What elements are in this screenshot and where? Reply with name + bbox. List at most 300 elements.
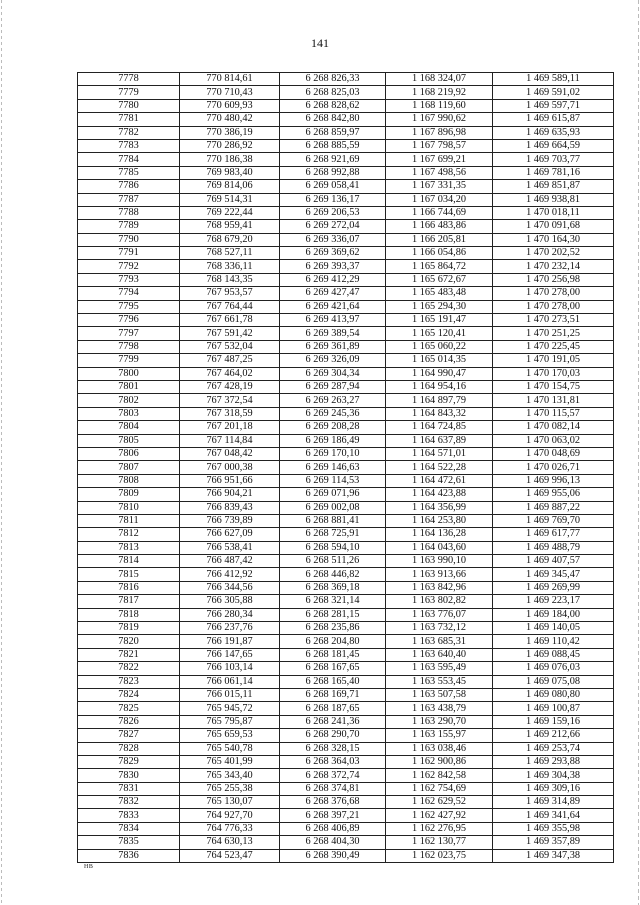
- table-row: [78, 273, 614, 286]
- y2-coordinate-cell: 1 469 253,74: [493, 742, 614, 755]
- x-coordinate-cell: 765 795,87: [180, 715, 280, 728]
- x-coordinate-cell: 770 609,93: [180, 99, 280, 112]
- y-coordinate-cell: 6 268 992,88: [280, 166, 386, 179]
- y-coordinate-cell: 6 268 881,41: [280, 514, 386, 527]
- y2-coordinate-cell: 1 470 154,75: [493, 380, 614, 393]
- x-coordinate-cell: 768 527,11: [180, 247, 280, 260]
- table-row: [78, 354, 614, 367]
- x-coordinate-cell: 764 927,70: [180, 809, 280, 822]
- x2-coordinate-cell: 1 165 120,41: [386, 327, 493, 340]
- x-coordinate-cell: 766 305,88: [180, 595, 280, 608]
- y-coordinate-cell: 6 268 511,26: [280, 555, 386, 568]
- x-coordinate-cell: 767 591,42: [180, 327, 280, 340]
- y-coordinate-cell: 6 268 281,15: [280, 608, 386, 621]
- coordinates-table-body: [78, 73, 614, 863]
- x-coordinate-cell: 766 951,66: [180, 474, 280, 487]
- y-coordinate-cell: 6 269 071,96: [280, 488, 386, 501]
- table-row: [78, 166, 614, 179]
- y-coordinate-cell: 6 268 404,30: [280, 836, 386, 849]
- table-row: [78, 340, 614, 353]
- x2-coordinate-cell: 1 167 699,21: [386, 153, 493, 166]
- y2-coordinate-cell: 1 469 407,57: [493, 555, 614, 568]
- point-number-cell: 7797: [78, 327, 180, 340]
- x2-coordinate-cell: 1 165 483,48: [386, 287, 493, 300]
- x2-coordinate-cell: 1 163 155,97: [386, 729, 493, 742]
- y-coordinate-cell: 6 268 165,40: [280, 675, 386, 688]
- y-coordinate-cell: 6 268 825,03: [280, 86, 386, 99]
- x-coordinate-cell: 764 630,13: [180, 836, 280, 849]
- point-number-cell: 7802: [78, 394, 180, 407]
- y2-coordinate-cell: 1 469 703,77: [493, 153, 614, 166]
- table-row: [78, 755, 614, 768]
- point-number-cell: 7817: [78, 595, 180, 608]
- y-coordinate-cell: 6 269 170,10: [280, 447, 386, 460]
- point-number-cell: 7808: [78, 474, 180, 487]
- x2-coordinate-cell: 1 164 724,85: [386, 421, 493, 434]
- y2-coordinate-cell: 1 469 597,71: [493, 99, 614, 112]
- point-number-cell: 7783: [78, 139, 180, 152]
- table-row: [78, 461, 614, 474]
- x2-coordinate-cell: 1 163 438,79: [386, 702, 493, 715]
- y-coordinate-cell: 6 269 263,27: [280, 394, 386, 407]
- y2-coordinate-cell: 1 469 488,79: [493, 541, 614, 554]
- x2-coordinate-cell: 1 166 744,69: [386, 206, 493, 219]
- x-coordinate-cell: 766 015,11: [180, 688, 280, 701]
- table-row: [78, 528, 614, 541]
- y-coordinate-cell: 6 269 136,17: [280, 193, 386, 206]
- x-coordinate-cell: 766 627,09: [180, 528, 280, 541]
- point-number-cell: 7825: [78, 702, 180, 715]
- y2-coordinate-cell: 1 469 080,80: [493, 688, 614, 701]
- y2-coordinate-cell: 1 469 088,45: [493, 648, 614, 661]
- point-number-cell: 7801: [78, 380, 180, 393]
- x-coordinate-cell: 765 945,72: [180, 702, 280, 715]
- table-row: [78, 555, 614, 568]
- y-coordinate-cell: 6 269 146,63: [280, 461, 386, 474]
- table-row: [78, 407, 614, 420]
- x-coordinate-cell: 767 661,78: [180, 314, 280, 327]
- y2-coordinate-cell: 1 469 355,98: [493, 822, 614, 835]
- x2-coordinate-cell: 1 163 507,58: [386, 688, 493, 701]
- y-coordinate-cell: 6 269 186,49: [280, 434, 386, 447]
- point-number-cell: 7816: [78, 581, 180, 594]
- coordinates-table: [77, 72, 614, 863]
- x2-coordinate-cell: 1 164 990,47: [386, 367, 493, 380]
- point-number-cell: 7813: [78, 541, 180, 554]
- y-coordinate-cell: 6 268 446,82: [280, 568, 386, 581]
- y2-coordinate-cell: 1 469 635,93: [493, 126, 614, 139]
- y2-coordinate-cell: 1 470 115,57: [493, 407, 614, 420]
- y-coordinate-cell: 6 268 235,86: [280, 622, 386, 635]
- x2-coordinate-cell: 1 166 483,86: [386, 220, 493, 233]
- y-coordinate-cell: 6 269 421,64: [280, 300, 386, 313]
- x-coordinate-cell: 767 048,42: [180, 447, 280, 460]
- x-coordinate-cell: 767 428,19: [180, 380, 280, 393]
- x2-coordinate-cell: 1 168 219,92: [386, 86, 493, 99]
- y-coordinate-cell: 6 269 393,37: [280, 260, 386, 273]
- point-number-cell: 7809: [78, 488, 180, 501]
- table-row: [78, 300, 614, 313]
- table-row: [78, 622, 614, 635]
- table-row: [78, 488, 614, 501]
- x-coordinate-cell: 767 764,44: [180, 300, 280, 313]
- y-coordinate-cell: 6 268 204,80: [280, 635, 386, 648]
- y-coordinate-cell: 6 268 376,68: [280, 796, 386, 809]
- point-number-cell: 7785: [78, 166, 180, 179]
- table-row: [78, 220, 614, 233]
- y-coordinate-cell: 6 269 002,08: [280, 501, 386, 514]
- table-row: [78, 474, 614, 487]
- table-row: [78, 434, 614, 447]
- point-number-cell: 7815: [78, 568, 180, 581]
- x2-coordinate-cell: 1 166 205,81: [386, 233, 493, 246]
- x2-coordinate-cell: 1 162 130,77: [386, 836, 493, 849]
- x-coordinate-cell: 770 286,92: [180, 139, 280, 152]
- table-row: [78, 86, 614, 99]
- point-number-cell: 7812: [78, 528, 180, 541]
- y2-coordinate-cell: 1 469 100,87: [493, 702, 614, 715]
- y2-coordinate-cell: 1 469 617,77: [493, 528, 614, 541]
- table-row: [78, 367, 614, 380]
- table-row: [78, 421, 614, 434]
- point-number-cell: 7805: [78, 434, 180, 447]
- table-row: [78, 729, 614, 742]
- y-coordinate-cell: 6 269 058,41: [280, 180, 386, 193]
- point-number-cell: 7799: [78, 354, 180, 367]
- table-row: [78, 206, 614, 219]
- page-left-edge: [1, 0, 2, 905]
- point-number-cell: 7821: [78, 648, 180, 661]
- y2-coordinate-cell: 1 469 184,00: [493, 608, 614, 621]
- point-number-cell: 7790: [78, 233, 180, 246]
- table-row: [78, 153, 614, 166]
- y-coordinate-cell: 6 268 372,74: [280, 769, 386, 782]
- y2-coordinate-cell: 1 470 018,11: [493, 206, 614, 219]
- y-coordinate-cell: 6 268 290,70: [280, 729, 386, 742]
- point-number-cell: 7792: [78, 260, 180, 273]
- y2-coordinate-cell: 1 470 026,71: [493, 461, 614, 474]
- y-coordinate-cell: 6 269 413,97: [280, 314, 386, 327]
- table-row: [78, 541, 614, 554]
- y2-coordinate-cell: 1 470 278,00: [493, 300, 614, 313]
- x2-coordinate-cell: 1 165 014,35: [386, 354, 493, 367]
- x-coordinate-cell: 766 904,21: [180, 488, 280, 501]
- point-number-cell: 7831: [78, 782, 180, 795]
- point-number-cell: 7794: [78, 287, 180, 300]
- table-row: [78, 702, 614, 715]
- x-coordinate-cell: 769 983,40: [180, 166, 280, 179]
- y-coordinate-cell: 6 268 842,80: [280, 113, 386, 126]
- y2-coordinate-cell: 1 470 225,45: [493, 340, 614, 353]
- x2-coordinate-cell: 1 164 472,61: [386, 474, 493, 487]
- point-number-cell: 7823: [78, 675, 180, 688]
- x-coordinate-cell: 765 540,78: [180, 742, 280, 755]
- page-right-edge: [638, 0, 639, 905]
- table-row: [78, 380, 614, 393]
- y2-coordinate-cell: 1 469 345,47: [493, 568, 614, 581]
- x-coordinate-cell: 768 679,20: [180, 233, 280, 246]
- x2-coordinate-cell: 1 164 136,28: [386, 528, 493, 541]
- table-row: [78, 139, 614, 152]
- x-coordinate-cell: 769 514,31: [180, 193, 280, 206]
- y2-coordinate-cell: 1 469 615,87: [493, 113, 614, 126]
- y2-coordinate-cell: 1 469 938,81: [493, 193, 614, 206]
- table-row: [78, 581, 614, 594]
- table-row: [78, 247, 614, 260]
- y2-coordinate-cell: 1 469 851,87: [493, 180, 614, 193]
- x-coordinate-cell: 767 953,57: [180, 287, 280, 300]
- page-number: 141: [311, 36, 329, 50]
- x2-coordinate-cell: 1 163 732,12: [386, 622, 493, 635]
- x-coordinate-cell: 766 191,87: [180, 635, 280, 648]
- x-coordinate-cell: 765 659,53: [180, 729, 280, 742]
- x2-coordinate-cell: 1 162 629,52: [386, 796, 493, 809]
- y2-coordinate-cell: 1 469 269,99: [493, 581, 614, 594]
- y-coordinate-cell: 6 269 427,47: [280, 287, 386, 300]
- x-coordinate-cell: 770 480,42: [180, 113, 280, 126]
- y2-coordinate-cell: 1 470 170,03: [493, 367, 614, 380]
- table-row: [78, 836, 614, 849]
- y-coordinate-cell: 6 268 374,81: [280, 782, 386, 795]
- point-number-cell: 7822: [78, 662, 180, 675]
- y-coordinate-cell: 6 268 169,71: [280, 688, 386, 701]
- point-number-cell: 7780: [78, 99, 180, 112]
- y-coordinate-cell: 6 268 364,03: [280, 755, 386, 768]
- point-number-cell: 7782: [78, 126, 180, 139]
- x2-coordinate-cell: 1 164 423,88: [386, 488, 493, 501]
- x2-coordinate-cell: 1 168 324,07: [386, 73, 493, 86]
- table-row: [78, 849, 614, 862]
- y-coordinate-cell: 6 268 369,18: [280, 581, 386, 594]
- x-coordinate-cell: 766 237,76: [180, 622, 280, 635]
- y-coordinate-cell: 6 268 321,14: [280, 595, 386, 608]
- y2-coordinate-cell: 1 470 202,52: [493, 247, 614, 260]
- point-number-cell: 7793: [78, 273, 180, 286]
- y2-coordinate-cell: 1 469 996,13: [493, 474, 614, 487]
- x2-coordinate-cell: 1 167 331,35: [386, 180, 493, 193]
- point-number-cell: 7788: [78, 206, 180, 219]
- table-row: [78, 99, 614, 112]
- table-row: [78, 715, 614, 728]
- table-row: [78, 514, 614, 527]
- point-number-cell: 7787: [78, 193, 180, 206]
- y-coordinate-cell: 6 269 245,36: [280, 407, 386, 420]
- table-row: [78, 769, 614, 782]
- x2-coordinate-cell: 1 167 498,56: [386, 166, 493, 179]
- table-row: [78, 648, 614, 661]
- y2-coordinate-cell: 1 469 140,05: [493, 622, 614, 635]
- y-coordinate-cell: 6 269 369,62: [280, 247, 386, 260]
- x2-coordinate-cell: 1 163 990,10: [386, 555, 493, 568]
- y-coordinate-cell: 6 268 828,62: [280, 99, 386, 112]
- y-coordinate-cell: 6 268 885,59: [280, 139, 386, 152]
- point-number-cell: 7789: [78, 220, 180, 233]
- point-number-cell: 7835: [78, 836, 180, 849]
- x2-coordinate-cell: 1 162 842,58: [386, 769, 493, 782]
- y2-coordinate-cell: 1 469 589,11: [493, 73, 614, 86]
- y2-coordinate-cell: 1 469 341,64: [493, 809, 614, 822]
- footer-mark: HB: [84, 864, 94, 870]
- x2-coordinate-cell: 1 163 553,45: [386, 675, 493, 688]
- y2-coordinate-cell: 1 470 131,81: [493, 394, 614, 407]
- y-coordinate-cell: 6 268 390,49: [280, 849, 386, 862]
- point-number-cell: 7830: [78, 769, 180, 782]
- x-coordinate-cell: 767 487,25: [180, 354, 280, 367]
- x-coordinate-cell: 769 814,06: [180, 180, 280, 193]
- point-number-cell: 7833: [78, 809, 180, 822]
- y2-coordinate-cell: 1 470 063,02: [493, 434, 614, 447]
- point-number-cell: 7819: [78, 622, 180, 635]
- x-coordinate-cell: 764 523,47: [180, 849, 280, 862]
- x2-coordinate-cell: 1 165 864,72: [386, 260, 493, 273]
- x-coordinate-cell: 766 839,43: [180, 501, 280, 514]
- x2-coordinate-cell: 1 164 043,60: [386, 541, 493, 554]
- x2-coordinate-cell: 1 163 913,66: [386, 568, 493, 581]
- y-coordinate-cell: 6 269 304,34: [280, 367, 386, 380]
- y2-coordinate-cell: 1 469 887,22: [493, 501, 614, 514]
- x-coordinate-cell: 766 061,14: [180, 675, 280, 688]
- y2-coordinate-cell: 1 470 091,68: [493, 220, 614, 233]
- table-row: [78, 688, 614, 701]
- table-row: [78, 662, 614, 675]
- y2-coordinate-cell: 1 469 664,59: [493, 139, 614, 152]
- x-coordinate-cell: 766 103,14: [180, 662, 280, 675]
- y-coordinate-cell: 6 269 114,53: [280, 474, 386, 487]
- x-coordinate-cell: 770 186,38: [180, 153, 280, 166]
- point-number-cell: 7824: [78, 688, 180, 701]
- table-row: [78, 822, 614, 835]
- point-number-cell: 7836: [78, 849, 180, 862]
- y2-coordinate-cell: 1 469 159,16: [493, 715, 614, 728]
- point-number-cell: 7791: [78, 247, 180, 260]
- y-coordinate-cell: 6 269 412,29: [280, 273, 386, 286]
- table-row: [78, 287, 614, 300]
- x-coordinate-cell: 765 130,07: [180, 796, 280, 809]
- y2-coordinate-cell: 1 470 191,05: [493, 354, 614, 367]
- x2-coordinate-cell: 1 164 843,32: [386, 407, 493, 420]
- y2-coordinate-cell: 1 469 955,06: [493, 488, 614, 501]
- point-number-cell: 7796: [78, 314, 180, 327]
- x2-coordinate-cell: 1 164 522,28: [386, 461, 493, 474]
- table-row: [78, 635, 614, 648]
- table-row: [78, 568, 614, 581]
- point-number-cell: 7784: [78, 153, 180, 166]
- y2-coordinate-cell: 1 470 164,30: [493, 233, 614, 246]
- y-coordinate-cell: 6 269 326,09: [280, 354, 386, 367]
- point-number-cell: 7800: [78, 367, 180, 380]
- y2-coordinate-cell: 1 470 256,98: [493, 273, 614, 286]
- y-coordinate-cell: 6 268 167,65: [280, 662, 386, 675]
- x-coordinate-cell: 767 318,59: [180, 407, 280, 420]
- y-coordinate-cell: 6 269 336,07: [280, 233, 386, 246]
- x2-coordinate-cell: 1 168 119,60: [386, 99, 493, 112]
- y-coordinate-cell: 6 268 921,69: [280, 153, 386, 166]
- point-number-cell: 7834: [78, 822, 180, 835]
- x2-coordinate-cell: 1 162 276,95: [386, 822, 493, 835]
- table-row: [78, 233, 614, 246]
- y-coordinate-cell: 6 269 206,53: [280, 206, 386, 219]
- x2-coordinate-cell: 1 164 637,89: [386, 434, 493, 447]
- y2-coordinate-cell: 1 469 347,38: [493, 849, 614, 862]
- table-row: [78, 126, 614, 139]
- x2-coordinate-cell: 1 163 640,40: [386, 648, 493, 661]
- x-coordinate-cell: 766 280,34: [180, 608, 280, 621]
- y2-coordinate-cell: 1 469 309,16: [493, 782, 614, 795]
- table-row: [78, 327, 614, 340]
- x-coordinate-cell: 767 000,38: [180, 461, 280, 474]
- x2-coordinate-cell: 1 163 595,49: [386, 662, 493, 675]
- x-coordinate-cell: 767 532,04: [180, 340, 280, 353]
- table-row: [78, 675, 614, 688]
- table-row: [78, 782, 614, 795]
- point-number-cell: 7795: [78, 300, 180, 313]
- y2-coordinate-cell: 1 470 082,14: [493, 421, 614, 434]
- point-number-cell: 7829: [78, 755, 180, 768]
- y2-coordinate-cell: 1 470 048,69: [493, 447, 614, 460]
- x2-coordinate-cell: 1 164 954,16: [386, 380, 493, 393]
- x2-coordinate-cell: 1 162 754,69: [386, 782, 493, 795]
- y-coordinate-cell: 6 268 187,65: [280, 702, 386, 715]
- x2-coordinate-cell: 1 163 685,31: [386, 635, 493, 648]
- table-row: [78, 180, 614, 193]
- x2-coordinate-cell: 1 162 023,75: [386, 849, 493, 862]
- y2-coordinate-cell: 1 470 278,00: [493, 287, 614, 300]
- x2-coordinate-cell: 1 167 990,62: [386, 113, 493, 126]
- y2-coordinate-cell: 1 469 212,66: [493, 729, 614, 742]
- y2-coordinate-cell: 1 469 781,16: [493, 166, 614, 179]
- x-coordinate-cell: 769 222,44: [180, 206, 280, 219]
- table-row: [78, 314, 614, 327]
- y-coordinate-cell: 6 268 328,15: [280, 742, 386, 755]
- x2-coordinate-cell: 1 164 571,01: [386, 447, 493, 460]
- point-number-cell: 7827: [78, 729, 180, 742]
- x2-coordinate-cell: 1 162 427,92: [386, 809, 493, 822]
- y2-coordinate-cell: 1 469 223,17: [493, 595, 614, 608]
- point-number-cell: 7798: [78, 340, 180, 353]
- point-number-cell: 7814: [78, 555, 180, 568]
- point-number-cell: 7786: [78, 180, 180, 193]
- point-number-cell: 7828: [78, 742, 180, 755]
- y2-coordinate-cell: 1 469 304,38: [493, 769, 614, 782]
- point-number-cell: 7804: [78, 421, 180, 434]
- table-row: [78, 796, 614, 809]
- x2-coordinate-cell: 1 166 054,86: [386, 247, 493, 260]
- x2-coordinate-cell: 1 164 356,99: [386, 501, 493, 514]
- point-number-cell: 7778: [78, 73, 180, 86]
- y-coordinate-cell: 6 269 287,94: [280, 380, 386, 393]
- y2-coordinate-cell: 1 469 357,89: [493, 836, 614, 849]
- y2-coordinate-cell: 1 470 232,14: [493, 260, 614, 273]
- x-coordinate-cell: 764 776,33: [180, 822, 280, 835]
- x-coordinate-cell: 770 710,43: [180, 86, 280, 99]
- x2-coordinate-cell: 1 165 191,47: [386, 314, 493, 327]
- point-number-cell: 7826: [78, 715, 180, 728]
- x2-coordinate-cell: 1 165 672,67: [386, 273, 493, 286]
- y2-coordinate-cell: 1 470 273,51: [493, 314, 614, 327]
- x-coordinate-cell: 767 114,84: [180, 434, 280, 447]
- x-coordinate-cell: 766 344,56: [180, 581, 280, 594]
- x2-coordinate-cell: 1 167 034,20: [386, 193, 493, 206]
- table-row: [78, 809, 614, 822]
- y2-coordinate-cell: 1 469 076,03: [493, 662, 614, 675]
- point-number-cell: 7832: [78, 796, 180, 809]
- point-number-cell: 7811: [78, 514, 180, 527]
- y-coordinate-cell: 6 269 272,04: [280, 220, 386, 233]
- x2-coordinate-cell: 1 165 060,22: [386, 340, 493, 353]
- table-row: [78, 742, 614, 755]
- y-coordinate-cell: 6 268 725,91: [280, 528, 386, 541]
- y2-coordinate-cell: 1 469 314,89: [493, 796, 614, 809]
